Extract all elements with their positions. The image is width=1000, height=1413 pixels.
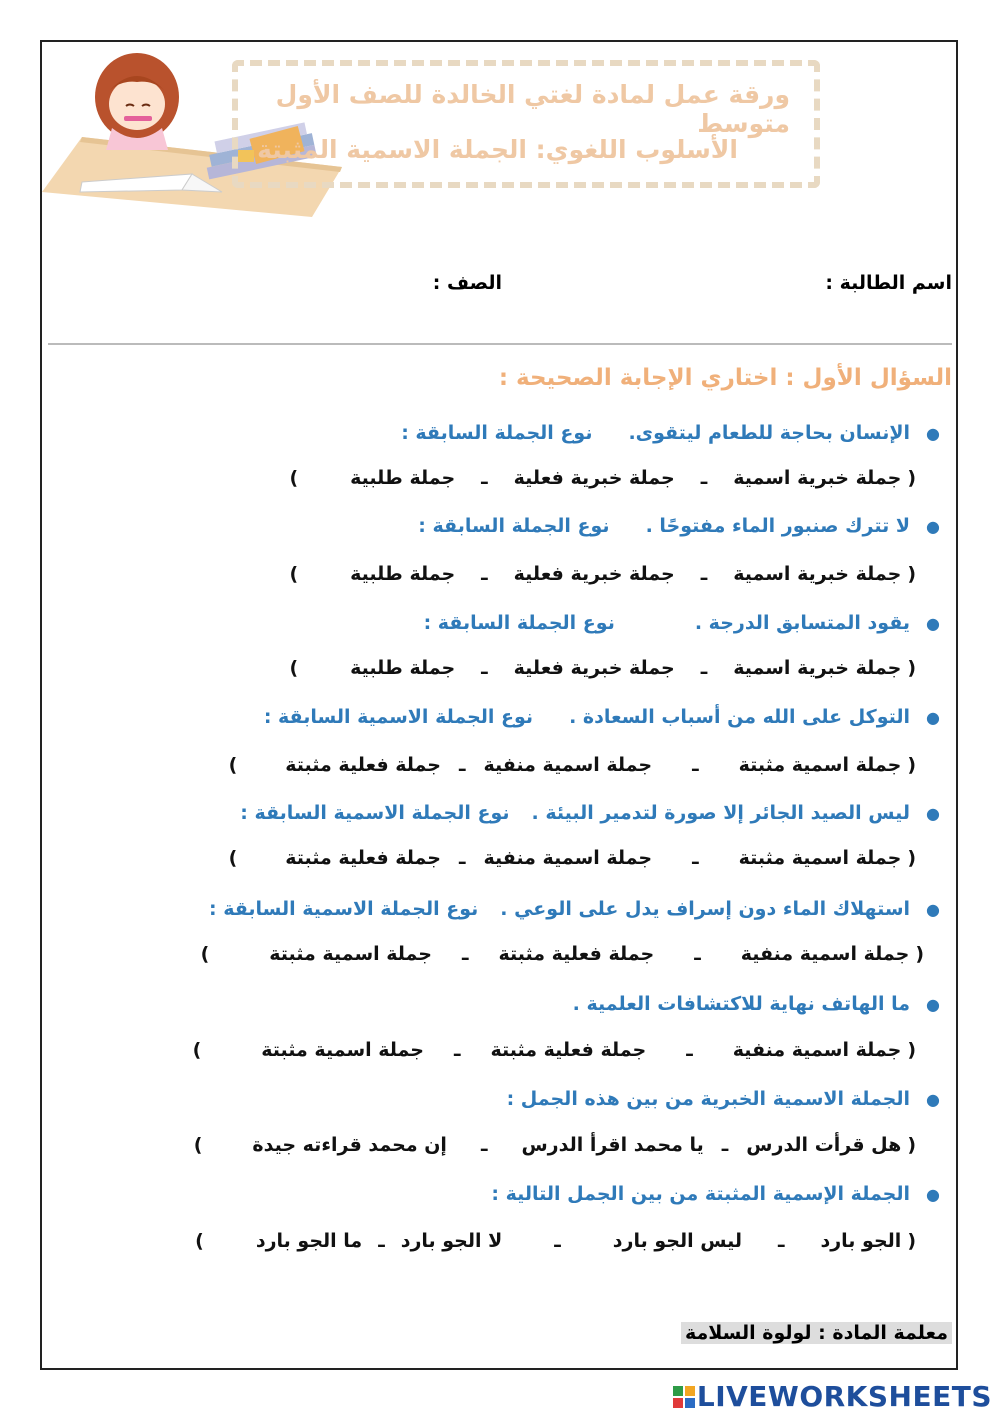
option[interactable]: جملة فعلية مثبتة [498,943,655,965]
bullet-icon: ● [926,1185,940,1204]
bullet-icon: ● [926,900,940,919]
item-type-label: نوع الجملة السابقة : [423,612,615,634]
student-name-label: اسم الطالبة : [825,272,952,294]
brand-text: LIVEWORKSHEETS [696,1380,992,1413]
question-item [209,898,940,920]
item-stem: لا تترك صنبور الماء مفتوحًا . [645,515,911,537]
question-item [240,802,940,824]
item-stem: الجملة الاسمية الخبرية من بين هذه الجمل : [506,1088,911,1110]
question-item [507,1088,940,1110]
item-stem: الإنسان بحاجة للطعام ليتقوى. [628,422,911,444]
question-heading: السؤال الأول : اختاري الإجابة الصحيحة : [498,365,952,391]
option[interactable]: جملة خبرية فعلية [513,563,675,585]
option[interactable]: الجو بارد [820,1230,902,1252]
bullet-icon: ● [926,708,940,727]
bullet-icon: ● [926,424,940,443]
bullet-icon: ● [926,995,940,1014]
option[interactable]: لا الجو بارد [400,1230,503,1252]
options-row: (جملة اسمية منفيةـجملة فعلية مثبتةـجملة اسمية مثبتة) [200,943,924,965]
options-row: (الجو باردـليس الجو باردـلا الجو باردـما الجو بارد) [195,1230,916,1252]
item-type-label: نوع الجملة الاسمية السابقة : [263,706,534,728]
option[interactable]: جملة فعلية مثبتة [285,754,441,776]
options-row: (جملة خبرية اسميةـجملة خبرية فعليةـجملة طلبية) [289,563,916,585]
option[interactable]: جملة خبرية فعلية [513,657,675,679]
bullet-icon: ● [926,804,940,823]
options-row: (جملة اسمية منفيةـجملة فعلية مثبتةـجملة اسمية مثبتة) [192,1039,916,1061]
option[interactable]: هل قرأت الدرس [746,1134,902,1156]
teacher-name: معلمة المادة : لولوة السلامة [681,1322,952,1344]
option[interactable]: جملة اسمية منفية [732,1039,902,1061]
option[interactable]: جملة اسمية مثبتة [738,847,902,869]
option[interactable]: جملة خبرية اسمية [733,563,902,585]
bullet-icon: ● [926,517,940,536]
item-stem: الجملة الإسمية المثبتة من بين الجمل التالية : [491,1183,911,1205]
item-type-label: نوع الجملة السابقة : [401,422,593,444]
worksheet-subtitle: الأسلوب اللغوي: الجملة الاسمية المثبتة [257,135,738,164]
options-row: (هل قرأت الدرسـيا محمد اقرأ الدرسـإن محمد قراءته جيدة) [193,1134,916,1156]
item-type-label: نوع الجملة الاسمية السابقة : [209,898,479,920]
option[interactable]: جملة فعلية مثبتة [285,847,441,869]
options-row: (جملة خبرية اسميةـجملة خبرية فعليةـجملة طلبية) [289,467,916,489]
question-item [491,1183,940,1205]
item-type-label: نوع الجملة السابقة : [418,515,610,537]
liveworksheets-logo [673,1380,992,1413]
option[interactable]: يا محمد اقرأ الدرس [521,1134,704,1156]
option[interactable]: جملة اسمية منفية [483,754,653,776]
item-stem: التوكل على الله من أسباب السعادة . [569,706,911,728]
option[interactable]: جملة طلبية [350,657,456,679]
option[interactable]: جملة خبرية اسمية [733,467,902,489]
option[interactable]: جملة فعلية مثبتة [490,1039,647,1061]
option[interactable]: إن محمد قراءته جيدة [252,1134,447,1156]
question-item [264,706,940,728]
question-item [401,422,940,444]
option[interactable]: جملة اسمية منفية [483,847,653,869]
option[interactable]: ما الجو بارد [255,1230,363,1252]
option[interactable]: جملة خبرية اسمية [733,657,902,679]
option[interactable]: جملة اسمية منفية [740,943,910,965]
item-stem: ما الهاتف نهاية للاكتشافات العلمية . [572,993,911,1015]
bullet-icon: ● [926,1090,940,1109]
option[interactable]: جملة طلبية [350,563,456,585]
question-item [573,993,940,1015]
worksheet-title: ورقة عمل لمادة لغتي الخالدة للصف الأول متوسط [275,80,790,138]
liveworksheets-icon [673,1386,695,1408]
item-type-label: نوع الجملة الاسمية السابقة : [240,802,510,824]
option[interactable]: جملة خبرية فعلية [513,467,675,489]
options-row: (جملة خبرية اسميةـجملة خبرية فعليةـجملة طلبية) [289,657,916,679]
option[interactable]: جملة اسمية مثبتة [738,754,902,776]
option[interactable]: جملة اسمية مثبتة [269,943,432,965]
item-stem: استهلاك الماء دون إسراف يدل على الوعي . [500,898,911,920]
item-stem: يقود المتسابق الدرجة . [694,612,911,634]
divider [48,343,952,345]
options-row: (جملة اسمية مثبتةـجملة اسمية منفيةـجملة فعلية مثبتة) [228,847,916,869]
item-stem: ليس الصيد الجائر إلا صورة لتدمير البيئة . [531,802,911,824]
question-item [424,612,940,634]
option[interactable]: جملة طلبية [350,467,456,489]
bullet-icon: ● [926,614,940,633]
worksheet-frame [40,40,958,1370]
options-row: (جملة اسمية مثبتةـجملة اسمية منفيةـجملة فعلية مثبتة) [228,754,916,776]
option[interactable]: جملة اسمية مثبتة [261,1039,424,1061]
class-label: الصف : [432,272,502,294]
question-item [418,515,940,537]
option[interactable]: ليس الجو بارد [612,1230,742,1252]
